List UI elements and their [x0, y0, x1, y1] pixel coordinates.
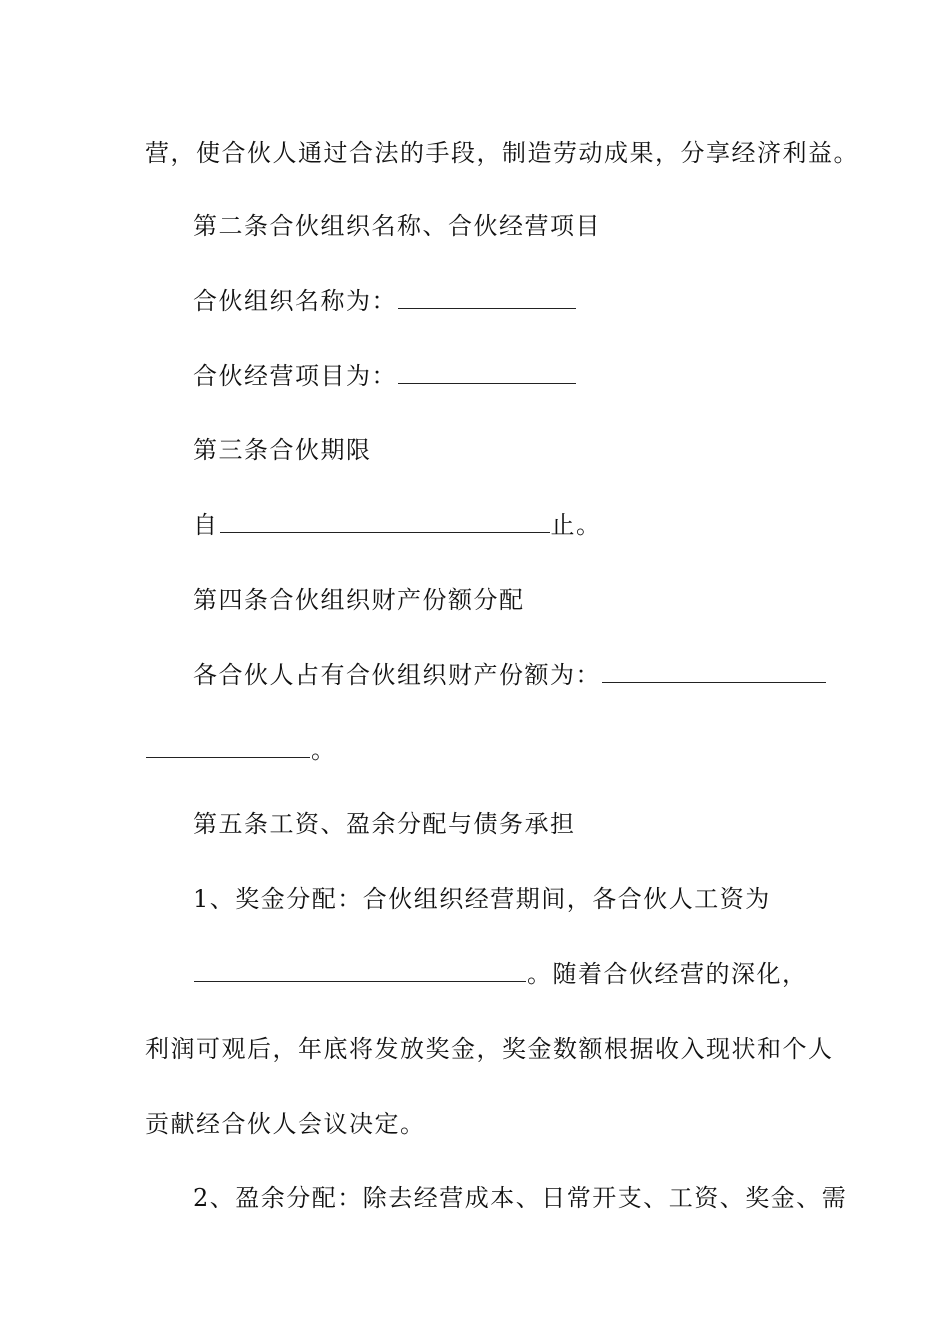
- fill-blank-line: [194, 959, 526, 982]
- text: 第五条工资、盈余分配与债务承担: [193, 810, 576, 838]
- fill-blank-line: [398, 361, 576, 384]
- fill-blank-line: [398, 286, 576, 309]
- text: 自: [193, 511, 219, 539]
- text: 贡献经合伙人会议决定。: [145, 1110, 426, 1138]
- text: 。随着合伙经营的深化，: [527, 960, 808, 988]
- text: 第二条合伙组织名称、合伙经营项目: [193, 212, 601, 240]
- article-heading: [193, 211, 601, 241]
- article-heading: [193, 809, 576, 839]
- fill-blank-line: [146, 735, 310, 758]
- text: 2、盈余分配：除去经营成本、日常开支、工资、奖金、需: [193, 1184, 848, 1212]
- text: 第四条合伙组织财产份额分配: [193, 586, 525, 614]
- paragraph-line: [193, 361, 577, 391]
- fill-blank-line: [220, 510, 550, 533]
- text: 止。: [550, 511, 602, 539]
- paragraph-line: [145, 1109, 426, 1139]
- text: 各合伙人占有合伙组织财产份额为：: [193, 661, 601, 689]
- fill-blank-line: [602, 660, 826, 683]
- paragraph-line: [193, 959, 808, 989]
- text: 合伙组织名称为：: [193, 287, 397, 315]
- paragraph-line: [145, 1034, 834, 1064]
- paragraph-line: [193, 510, 602, 540]
- text: 利润可观后，年底将发放奖金，奖金数额根据收入现状和个人: [145, 1035, 834, 1063]
- article-heading: [193, 435, 372, 465]
- text: 合伙经营项目为：: [193, 362, 397, 390]
- paragraph-line: [145, 138, 859, 168]
- text: 1、奖金分配：合伙组织经营期间，各合伙人工资为: [193, 885, 771, 913]
- text: 。: [311, 736, 337, 764]
- paragraph-line: [193, 660, 827, 690]
- paragraph-line: [145, 735, 337, 765]
- article-heading: [193, 585, 525, 615]
- text: 营，使合伙人通过合法的手段，制造劳动成果，分享经济利益。: [145, 139, 859, 167]
- paragraph-line: [193, 1183, 847, 1213]
- paragraph-line: [193, 286, 577, 316]
- text: 第三条合伙期限: [193, 436, 372, 464]
- paragraph-line: [193, 884, 771, 914]
